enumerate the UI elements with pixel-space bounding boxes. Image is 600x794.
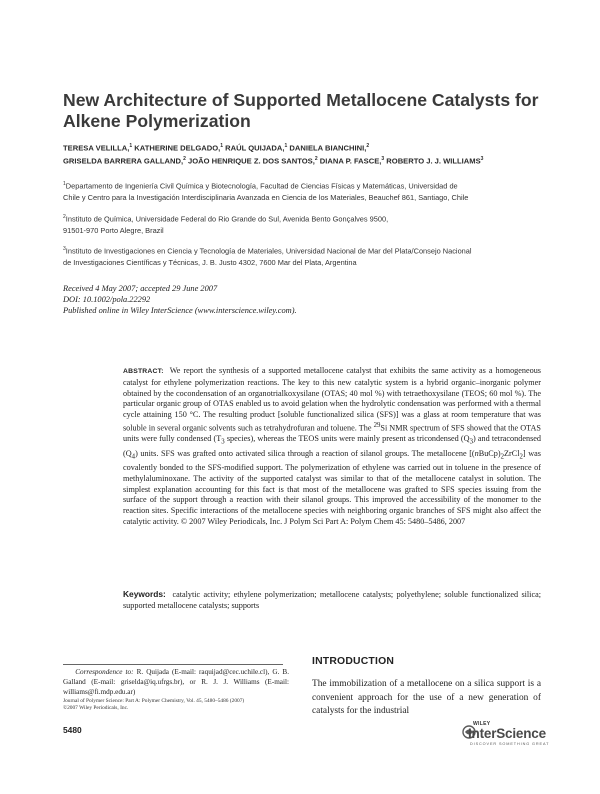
article-title: New Architecture of Supported Metallocene Catalysts for Alkene Polymerization bbox=[63, 90, 539, 131]
keywords-label: Keywords: bbox=[123, 589, 166, 599]
footnote-divider bbox=[63, 664, 283, 665]
published-online: Published online in Wiley InterScience (www.interscience.wiley.com). bbox=[63, 306, 297, 315]
affiliation-3: $^3$Instituto de Investigaciones en Ciencia y Tecnología de Materiales, Universidad Nacional de Mar del Plata/Consejo Nacional de Investigaciones Científicas y Técnicas, J. B. Justo 4302, 7600 Mar del Plata, Argentina bbox=[63, 246, 472, 268]
abstract: ABSTRACT: We report the synthesis of a supported metallocene catalyst that exhibits the same activity as a homogeneous catalyst for ethylene polymerization reactions. The key to this new catalytic system is a hybrid organic–inorganic polymer obtained by the cocondensation of an organotrialkoxysilane (OTAS; 40 mol %) with tetraethoxysilane (TEOS; 60 mol %). The particular organic group of OTAS enabled us to avoid gelation when the hydrolytic condensation was performed with a thermal cycle attaining 150 °C. The resulting product [soluble functionalized silica (SFS)] was a glass at room temperature that was soluble in several organic solvents such as tetrahydrofuran and toluene. The $^{29}$Si NMR spectrum of SFS showed that the OTAS units were fully condensed ($T_3$ species), whereas the TEOS units were mainly present as tricondensed $(Q_3)$ and tetracondensed $(Q_4)$ units. SFS was grafted onto activated silica through a reaction of silanol groups. The metallocene $[(nBuCp)_2ZrCl_2]$ was covalently bonded to the SFS-modified support. The polymerization of ethylene was carried out in toluene in the presence of methylaluminoxane. The activity of the supported catalyst was similar to that of the metallocene catalyst in solution. The simplest explanation accounting for this fact is that most of the metallocene was grafted to SFS species issuing from the surface of the support through a reaction with their silanol groups. This improved the accessibility of the monomer to the reaction sites. Specific interactions of the metallocene species with neighboring organic branches of SFS might also affect the catalytic activity. © 2007 Wiley Periodicals, Inc. J Polym Sci Part A: Polym Chem 45: 5480–5486, 2007 bbox=[123, 366, 541, 526]
page-number: 5480 bbox=[63, 725, 82, 735]
affiliation-2: $^2$Instituto de Química, Universidade Federal do Rio Grande do Sul, Avenida Bento Gonçalves 9500, 91501-970 Porto Alegre, Brazil bbox=[63, 214, 389, 236]
abstract-label: ABSTRACT: bbox=[123, 368, 164, 375]
correspondence-note: Correspondence to: R. Quijada (E-mail: raquijad@cec.uchile.cl), G. B. Galland (E-mail: griselda@iq.ufrgs.br), or R. J. J. Williams (E-mail: williams@fi.mdp.edu.ar) bbox=[63, 668, 289, 697]
logo-tagline: DISCOVER SOMETHING GREAT bbox=[470, 742, 550, 746]
logo-wiley-text: WILEY bbox=[473, 721, 491, 727]
received-date: Received 4 May 2007; accepted 29 June 2007 bbox=[63, 284, 218, 293]
doi: DOI: 10.1002/pola.22292 bbox=[63, 295, 151, 304]
journal-citation: Journal of Polymer Science: Part A: Polymer Chemistry, Vol. 45, 5480–5486 (2007) ©2007 Wiley Periodicals, Inc. bbox=[63, 698, 245, 712]
introduction-heading: INTRODUCTION bbox=[312, 656, 395, 667]
keywords: Keywords: catalytic activity; ethylene polymerization; metallocene catalysts; polyethylene; soluble functionalized silica; supported metallocene catalysts; supports bbox=[123, 589, 541, 610]
author-line-1: TERESA VELILLA,$^1$ KATHERINE DELGADO,$^1$ RAÚL QUIJADA,$^1$ DANIELA BIANCHINI,$^2$ bbox=[63, 143, 370, 153]
author-list bbox=[63, 141, 543, 167]
author-line-2: GRISELDA BARRERA GALLAND,$^2$ JOÃO HENRIQUE Z. DOS SANTOS,$^2$ DIANA P. FASCE,$^3$ ROBERTO J. J. WILLIAMS$^3$ bbox=[63, 156, 484, 166]
logo-main-text: InterScience bbox=[468, 726, 546, 741]
publication-dates bbox=[63, 283, 297, 316]
affiliation-1: $^1$Departamento de Ingeniería Civil Química y Biotecnología, Facultad de Ciencias Físicas y Matemáticas, Universidad de Chile y Centro para la Investigación Interdisciplinaria Avanzada en Ciencia de los Materiales, Beauchef 861, Santiago, Chile bbox=[63, 181, 469, 203]
introduction-text: The immobilization of a metallocene on a silica support is a convenient approach for the use of a new generation of catalysts for the industrial bbox=[312, 679, 541, 716]
